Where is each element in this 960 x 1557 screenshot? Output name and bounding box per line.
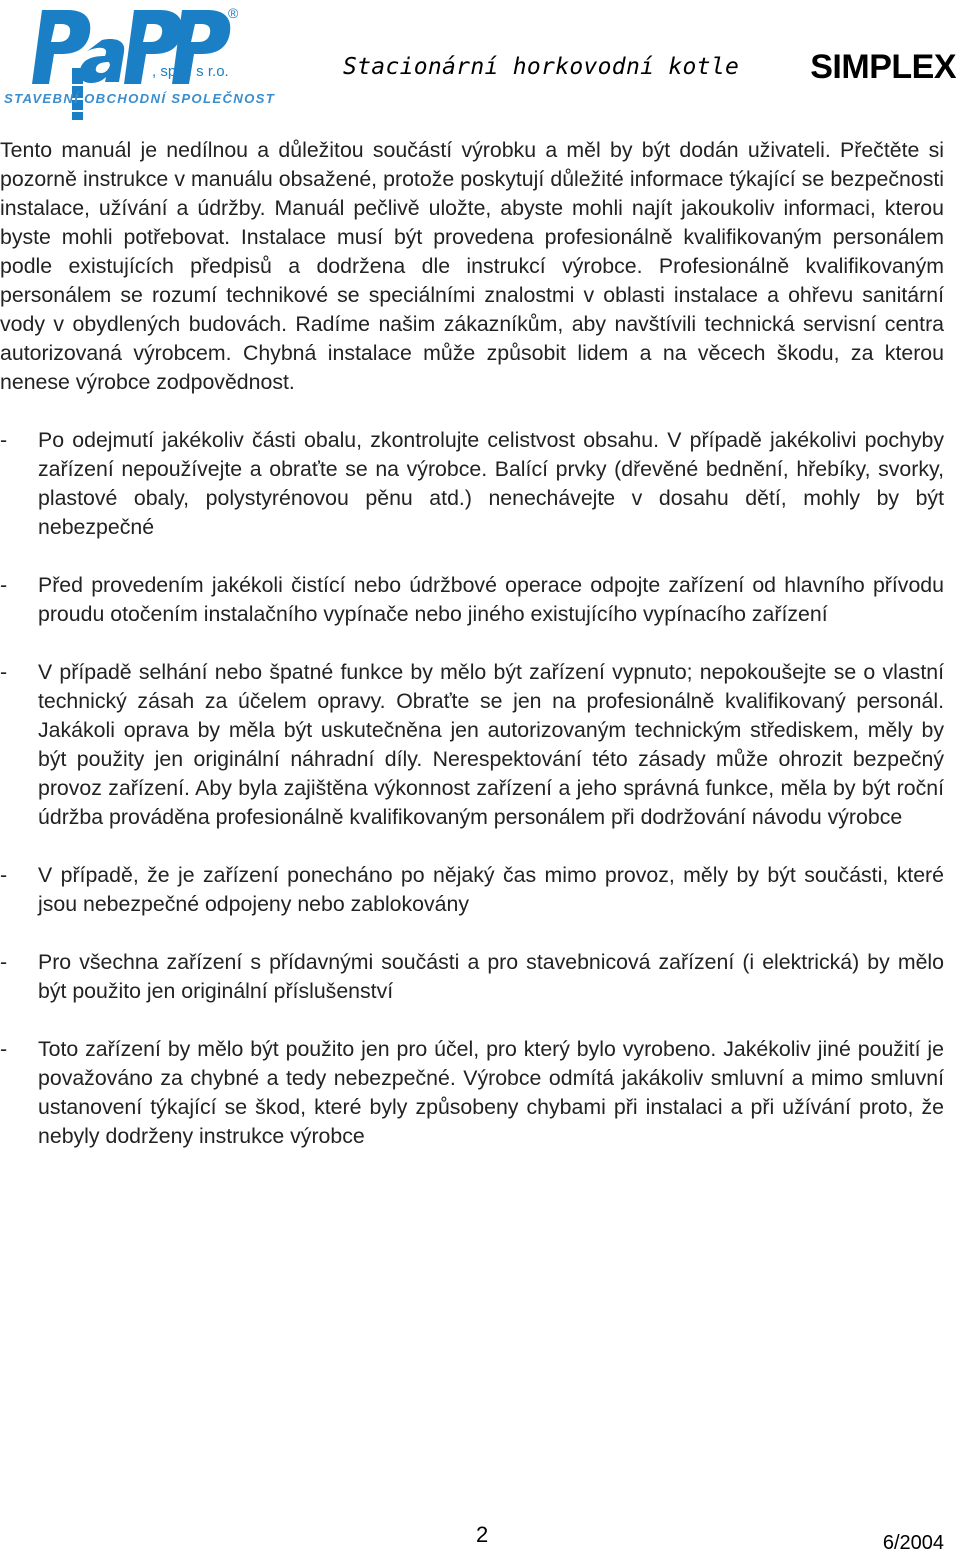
- bullet-marker: -: [0, 950, 8, 974]
- list-item-text: V případě selhání nebo špatné funkce by mělo být zařízení vypnuto; nepokoušejte se o vlastní technický zásah za účelem opravy. Obraťte se jen na profesionálně kvalifikovaný personál. Jakákoli oprava by měla být uskutečněna jen autorizovaným technickým střediskem, měly by být použity jen originální náhradní díly. Nerespektování této zásady může ohrozit bezpečný provoz zařízení. Aby byla zajištěna výkonnost zařízení a jeho správná funkce, měla by být roční údržba prováděna profesionálně kvalifikovaným personálem při dodržování návodu výrobce: [38, 660, 944, 829]
- list-item: [0, 948, 944, 1006]
- logo-registered-mark: ®: [228, 5, 239, 21]
- logo-tagline: STAVEBNÍ OBCHODNÍ SPOLEČNOST: [4, 91, 276, 106]
- intro-paragraph: Tento manuál je nedílnou a důležitou součástí výrobku a měl by být dodán uživateli. Přečtěte si pozorně instrukce v manuálu obsažené, protože poskytují důležité informace týkající se bezpečnosti instalace, užívání a údržby. Manuál pečlivě uložte, abyste mohli najít jakoukoliv informaci, kterou byste mohli potřebovat. Instalace musí být provedena profesionálně kvalifikovaným personálem podle existujících předpisů a dodržena dle instrukcí výrobce. Profesionálně kvalifikovaným personálem se rozumí technikové se speciálními znalostmi v oblasti instalace a ohřevu sanitární vody v obydlených budovách. Radíme našim zákazníkům, aby navštívili technická servisní centra autorizovaná výrobcem. Chybná instalace může způsobit lidem a na věcech škodu, za kterou nenese výrobce zodpovědnost.: [0, 138, 944, 394]
- list-item-text: Po odejmutí jakékoliv části obalu, zkontrolujte celistvost obsahu. V případě jakékolivi pochyby zařízení nepoužívejte a obraťte se na výrobce. Balící prvky (dřevěné bednění, hřebíky, svorky, plastové obaly, polystyrénovou pěnu atd.) nenechávejte v dosahu dětí, mohly by být nebezpečné: [38, 428, 944, 539]
- list-item: [0, 861, 944, 919]
- company-logo: [2, 2, 292, 122]
- bullet-marker: -: [0, 863, 8, 887]
- bullet-marker: -: [0, 1037, 8, 1061]
- document-title: Stacionární horkovodní kotle: [343, 54, 740, 80]
- page-header: [0, 0, 960, 110]
- bullet-marker: -: [0, 660, 8, 684]
- manual-content: [0, 136, 944, 1180]
- page-number: 2: [476, 1522, 489, 1547]
- safety-instructions-list: [0, 426, 944, 1151]
- footer-date: 6/2004: [882, 1532, 944, 1554]
- bullet-marker: -: [0, 573, 8, 597]
- list-item: [0, 1035, 944, 1151]
- list-item-text: V případě, že je zařízení ponecháno po nějaký čas mimo provoz, měly by být součásti, které jsou nebezpečné odpojeny nebo zablokovány: [38, 863, 944, 916]
- product-name: SIMPLEX: [810, 48, 956, 86]
- list-item: [0, 426, 944, 542]
- list-item: [0, 571, 944, 629]
- list-item-text: Pro všechna zařízení s přídavnými součásti a pro stavebnicová zařízení (i elektrická) by mělo být použito jen originální příslušenství: [38, 950, 944, 1003]
- logo-suffix: , spol. s r.o.: [152, 63, 229, 80]
- list-item: [0, 658, 944, 832]
- list-item-text: Před provedením jakékoli čistící nebo údržbové operace odpojte zařízení od hlavního přívodu proudu otočením instalačního vypínače nebo jiného existujícího vypínacího zařízení: [38, 573, 944, 626]
- bullet-marker: -: [0, 428, 8, 452]
- list-item-text: Toto zařízení by mělo být použito jen pro účel, pro který bylo vyrobeno. Jakékoliv jiné použití je považováno za chybné a tedy nebezpečné. Výrobce odmítá jakákoliv smluvní a mimo smluvní ustanovení týkající se škod, které byly způsobeny chybami při instalaci a při užívání proto, že nebyly dodrženy instrukce výrobce: [38, 1037, 944, 1148]
